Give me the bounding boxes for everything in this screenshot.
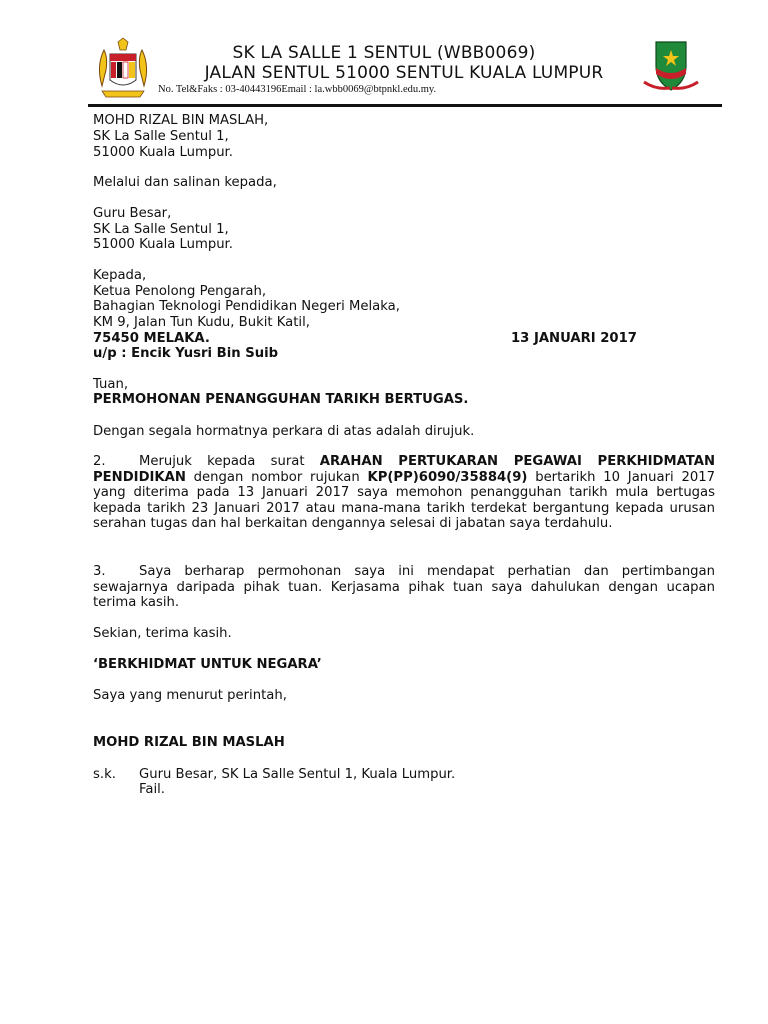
via-line-2: SK La Salle Sentul 1, xyxy=(93,222,229,237)
paragraph-3-number: 3. xyxy=(93,564,106,579)
letter-date: 13 JANUARI 2017 xyxy=(511,331,637,346)
sender-line-3: 51000 Kuala Lumpur. xyxy=(93,145,233,160)
paragraph-2 xyxy=(93,454,715,532)
cc-label: s.k. xyxy=(93,767,116,782)
paragraph-2-number: 2. xyxy=(93,454,106,469)
paragraph-2-text-c: bertarikh 10 Januari 2017 yang diterima pada 13 Januari 2017 saya memohon penangguhan tarikh mula bertugas kepada tarikh 23 Januari 2017 atau mana-mana tarikh terdekat bergantung kepada urusan serahan tugas dan hal berkaitan dengannya selesai di jabatan saya terdahulu. xyxy=(93,469,716,531)
recipient-line-2: Bahagian Teknologi Pendidikan Negeri Melaka, xyxy=(93,299,400,314)
motto: ‘BERKHIDMAT UNTUK NEGARA’ xyxy=(93,657,322,672)
via-line-1: Guru Besar, xyxy=(93,206,172,221)
paragraph-2-text-b: dengan nombor rujukan xyxy=(185,469,368,485)
paragraph-2-text-a: Merujuk kepada surat xyxy=(139,454,320,469)
via-line-3: 51000 Kuala Lumpur. xyxy=(93,237,233,252)
paragraph-2-reference: KP(PP)6090/35884(9) xyxy=(367,469,528,485)
signoff: Saya yang menurut perintah, xyxy=(93,688,287,703)
school-address: JALAN SENTUL 51000 SENTUL KUALA LUMPUR xyxy=(204,63,604,83)
recipient-postcode-city: 75450 MELAKA. xyxy=(93,331,210,346)
paragraph-3 xyxy=(93,564,715,611)
closing-line: Sekian, terima kasih. xyxy=(93,626,232,641)
recipient-line-1: Ketua Penolong Pengarah, xyxy=(93,284,267,299)
via-intro: Melalui dan salinan kepada, xyxy=(93,175,277,190)
opening-line: Dengan segala hormatnya perkara di atas adalah dirujuk. xyxy=(93,424,475,439)
cc-line-2: Fail. xyxy=(139,782,165,797)
letter-subject: PERMOHONAN PENANGGUHAN TARIKH BERTUGAS. xyxy=(93,392,469,407)
cc-line-1: Guru Besar, SK La Salle Sentul 1, Kuala Lumpur. xyxy=(139,767,456,782)
header-divider xyxy=(88,104,722,107)
salutation: Tuan, xyxy=(93,377,129,392)
recipient-attention: u/p : Encik Yusri Bin Suib xyxy=(93,346,279,361)
sender-line-1: MOHD RIZAL BIN MASLAH, xyxy=(93,113,269,128)
sender-line-2: SK La Salle Sentul 1, xyxy=(93,129,229,144)
paragraph-2-letter-title: ARAHAN PERTUKARAN PEGAWAI PERKHIDMATAN PENDIDIKAN xyxy=(93,454,716,485)
recipient-line-3: KM 9, Jalan Tun Kudu, Bukit Katil, xyxy=(93,315,310,330)
recipient-intro: Kepada, xyxy=(93,268,147,283)
signatory-name: MOHD RIZAL BIN MASLAH xyxy=(93,735,285,750)
school-name: SK LA SALLE 1 SENTUL (WBB0069) xyxy=(232,43,536,63)
paragraph-3-text: Saya berharap permohonan saya ini mendapat perhatian dan pertimbangan sewajarnya daripada pihak tuan. Kerjasama pihak tuan saya dahulukan dengan ucapan terima kasih. xyxy=(93,564,715,610)
school-contact: No. Tel&Faks : 03-40443196Email : la.wbb0069@btpnkl.edu.my. xyxy=(158,84,437,95)
